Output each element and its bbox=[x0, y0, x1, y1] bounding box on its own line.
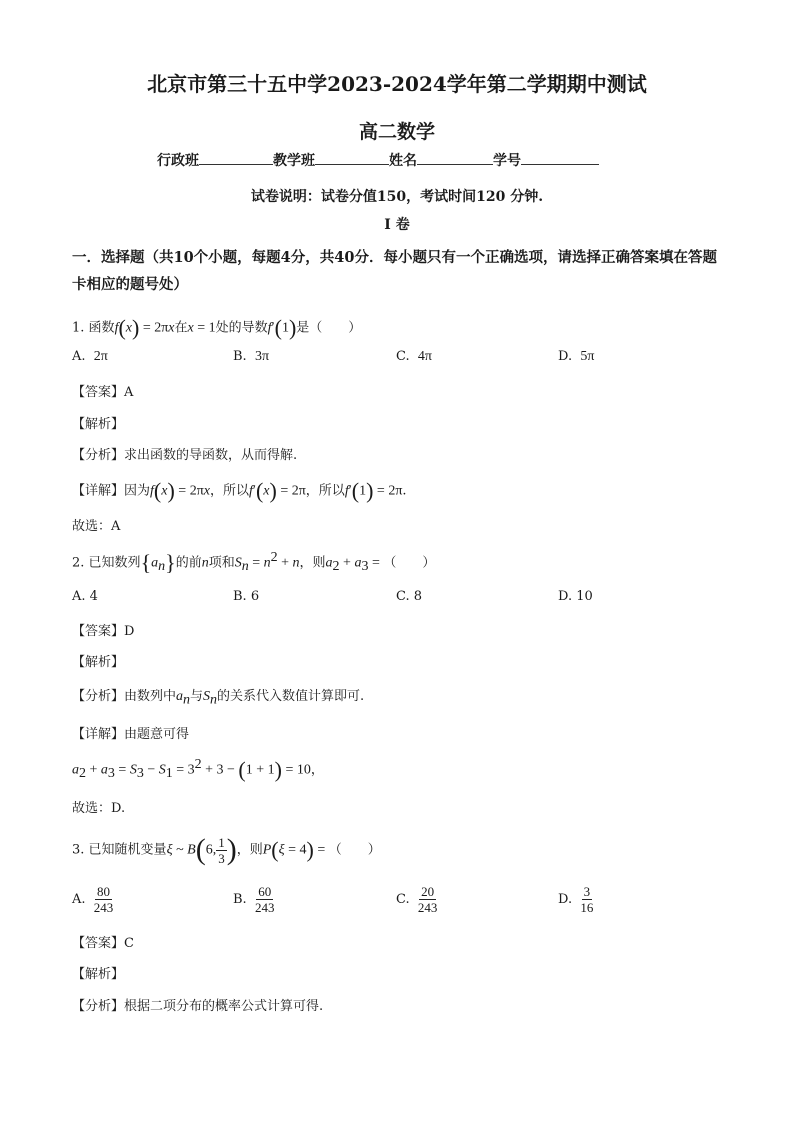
q3-option-d: D. $\frac{3}{16}$ bbox=[558, 884, 594, 915]
q3-option-b: B. $\frac{60}{243}$ bbox=[233, 884, 275, 915]
exam-subtitle: 高二数学 bbox=[358, 121, 435, 143]
q2-option-a: A. 4 bbox=[72, 589, 98, 604]
student-info-line bbox=[157, 150, 599, 170]
q1-number: 1. bbox=[72, 320, 85, 336]
field-name: 姓名 bbox=[389, 153, 417, 169]
q1-text: 函数 bbox=[88, 320, 115, 336]
volume-label: I 卷 bbox=[384, 217, 410, 233]
q3-stem: 3. 已知随机变量ξ ~ B(6, $\frac{1}{3}$ )，则P(ξ = 4) = （ ） bbox=[72, 833, 381, 866]
q1-option-d: D. 5π bbox=[558, 349, 595, 364]
field-teaching-class: 教学班 bbox=[273, 153, 315, 169]
q2-answer: 【答案】D bbox=[72, 624, 135, 639]
blank-student-id bbox=[521, 150, 599, 165]
blank-class bbox=[199, 150, 273, 165]
q1-formula-fx: f bbox=[114, 320, 119, 336]
q1-option-c: C. 4π bbox=[396, 349, 432, 364]
q1-option-a: A. 2π bbox=[72, 349, 108, 364]
q2-fenxi: 【分析】由数列中$a_n$与$S_n$的关系代入数值计算即可. bbox=[72, 689, 365, 708]
q2-option-c: C. 8 bbox=[396, 589, 423, 604]
q1-answer: 【答案】A bbox=[72, 385, 134, 400]
section-title: 一．选择题（共10个小题，每题4分，共40分．每小题只有一个正确选项，请选择正确答案填在答题卡相应的题号处） bbox=[72, 249, 717, 293]
q1-stem: 1. 函数f(x) = 2πx在x = 1处的导数f′(1)是（ ） bbox=[72, 315, 362, 340]
blank-teaching-class bbox=[315, 150, 389, 165]
q2-option-d: D. 10 bbox=[558, 589, 593, 604]
q1-text2: 在 bbox=[174, 320, 188, 336]
q3-option-c: C. $\frac{20}{243}$ bbox=[396, 884, 438, 915]
q1-option-b: B. 3π bbox=[233, 349, 270, 364]
q1-analysis-label: 【解析】 bbox=[72, 417, 125, 432]
blank-name bbox=[417, 150, 493, 165]
q1-result: 故选：A bbox=[72, 519, 121, 534]
q1-formula-fprime: f bbox=[267, 320, 272, 336]
q2-result: 故选：D. bbox=[72, 801, 126, 816]
exam-title: 北京市第三十五中学2023-2024学年第二学期期中测试 bbox=[147, 72, 647, 96]
q3-option-a: A. $\frac{80}{243}$ bbox=[72, 884, 114, 915]
q2-stem: 2. 已知数列$\{a_n\}$的前n项和$S_n = n^2 + n$，则$a_2 + a_3$ = （ ） bbox=[72, 550, 436, 575]
q3-number: 3. bbox=[72, 842, 85, 858]
q3-param-fraction: $\frac{1}{3}$ bbox=[218, 834, 225, 866]
q3-answer: 【答案】C bbox=[72, 936, 134, 951]
exam-description: 试卷说明：试卷分值150，考试时间120 分钟. bbox=[250, 189, 544, 205]
q2-detail: 【详解】由题意可得 bbox=[72, 727, 190, 742]
field-class: 行政班 bbox=[157, 153, 199, 169]
q1-fenxi: 【分析】求出函数的导函数，从而得解. bbox=[72, 448, 298, 463]
q2-analysis-label: 【解析】 bbox=[72, 655, 125, 670]
q3-analysis-label: 【解析】 bbox=[72, 967, 125, 982]
q1-detail: 【详解】因为f(x) = 2πx，所以f′(x) = 2π，所以f′(1) = 2π. bbox=[72, 478, 407, 503]
q1-text3: 处的导数 bbox=[215, 320, 268, 336]
q1-text4: 是（ ） bbox=[296, 320, 362, 336]
q2-number: 2. bbox=[72, 555, 85, 571]
q2-option-b: B. 6 bbox=[233, 589, 260, 604]
field-student-id: 学号 bbox=[493, 153, 521, 169]
q3-fenxi: 【分析】根据二项分布的概率公式计算可得. bbox=[72, 999, 324, 1014]
q2-equation: $a_2 + a_3 = S_3 - S_1 = 3^2 + 3 - (1 + 1) = 10$， bbox=[72, 757, 324, 782]
